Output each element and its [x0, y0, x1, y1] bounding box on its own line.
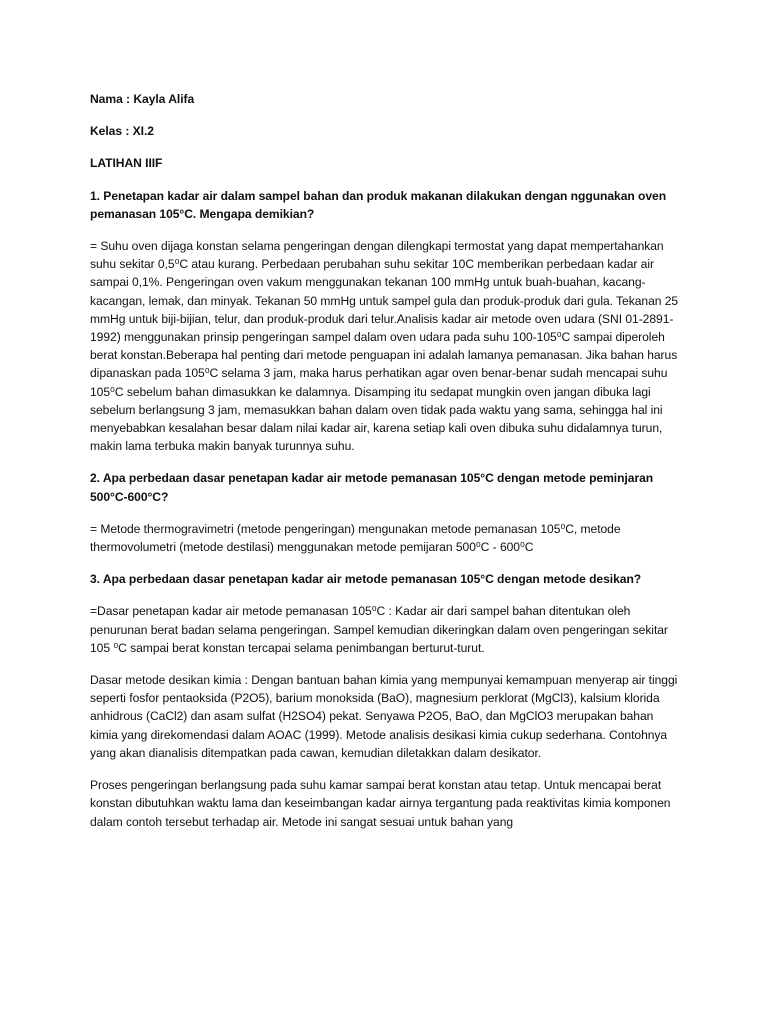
- question-2: 2. Apa perbedaan dasar penetapan kadar air metode pemanasan 105°C dengan metode peminjaran 500°C-600°C?: [90, 471, 654, 504]
- answer-1-paragraph: = Suhu oven dijaga konstan selama pengeringan dengan dilengkapi termostat yang dapat mempertahankan suhu sekitar 0,5⁰C atau kurang. Perbedaan perubahan suhu sekitar 10C memberikan perbedaan kadar air sampai 0,1%. Pengeringan oven vakum menggunakan tekanan 100 mmHg untuk buah-buahan, kacang-kacangan, lemak, dan minyak. Tekanan 50 mmHg untuk sampel gula dan produk-produk dari gula. Tekanan 25 mmHg untuk biji-bijian, telur, dan produk-produk dari telur.Analisis kadar air metode oven udara (SNI 01-2891-1992) menggunakan prinsip pengeringan sampel dalam oven udara pada suhu 100-105⁰C sampai diperoleh berat konstan.Beberapa hal penting dari metode penguapan ini adalah lamanya pemanasan. Jika bahan harus dipanaskan pada 105⁰C selama 3 jam, maka harus perhatikan agar oven benar-benar sudah mencapai suhu 105⁰C sebelum bahan dimasukkan ke dalamnya. Disamping itu sedapat mungkin oven jangan dibuka lagi sebelum berlangsung 3 jam, memasukkan bahan dalam oven tidak pada waktu yang sama, sehingga hal ini menyebabkan kesalahan besar dalam nilai kadar air, karena setiap kali oven dibuka suhu didalamnya turun, makin lama terbuka makin banyak turunnya suhu.: [90, 239, 679, 454]
- document-page: [90, 90, 682, 845]
- document-title: LATIHAN IIIF: [90, 156, 163, 171]
- question-3: 3. Apa perbedaan dasar penetapan kadar air metode pemanasan 105°C dengan metode desikan?: [90, 572, 642, 587]
- student-class: Kelas : XI.2: [90, 124, 154, 139]
- student-name: Nama : Kayla Alifa: [90, 92, 195, 106]
- question-1: 1. Penetapan kadar air dalam sampel bahan dan produk makanan dilakukan dengan nggunakan oven pemanasan 105°C. Mengapa demikian?: [90, 188, 667, 221]
- answer-3-paragraph-3: Proses pengeringan berlangsung pada suhu kamar sampai berat konstan atau tetap. Untuk mencapai berat konstan dibutuhkan waktu lama dan keseimbangan kadar airnya tergantung pada reaktivitas kimia komponen dalam contoh tersebut terhadap air. Metode ini sangat sesuai untuk bahan yang: [90, 778, 671, 829]
- answer-3-paragraph-1: =Dasar penetapan kadar air metode pemanasan 105⁰C : Kadar air dari sampel bahan ditentukan oleh penurunan berat badan selama pengeringan. Sampel kemudian dikeringkan dalam oven pengeringan sekitar 105 ⁰C sampai berat konstan tercapai selama penimbangan berturut-turut.: [90, 604, 668, 655]
- answer-3-paragraph-2: Dasar metode desikan kimia : Dengan bantuan bahan kimia yang mempunyai kemampuan menyerap air tinggi seperti fosfor pentaoksida (P2O5), barium monoksida (BaO), magnesium perklorat (MgCl3), kalsium klorida anhidrous (CaCl2) dan asam sulfat (H2SO4) pekat. Senyawa P2O5, BaO, dan MgClO3 merupakan bahan kimia yang direkomendasi dalam AOAC (1999). Metode analisis desikasi kimia cukup sederhana. Contohnya yang akan dianalisis ditempatkan pada cawan, kemudian diletakkan dalam desikator.: [90, 673, 678, 760]
- answer-2-paragraph: = Metode thermogravimetri (metode pengeringan) mengunakan metode pemanasan 105⁰C, metode thermovolumetri (metode destilasi) menggunakan metode pemijaran 500⁰C - 600⁰C: [90, 521, 621, 555]
